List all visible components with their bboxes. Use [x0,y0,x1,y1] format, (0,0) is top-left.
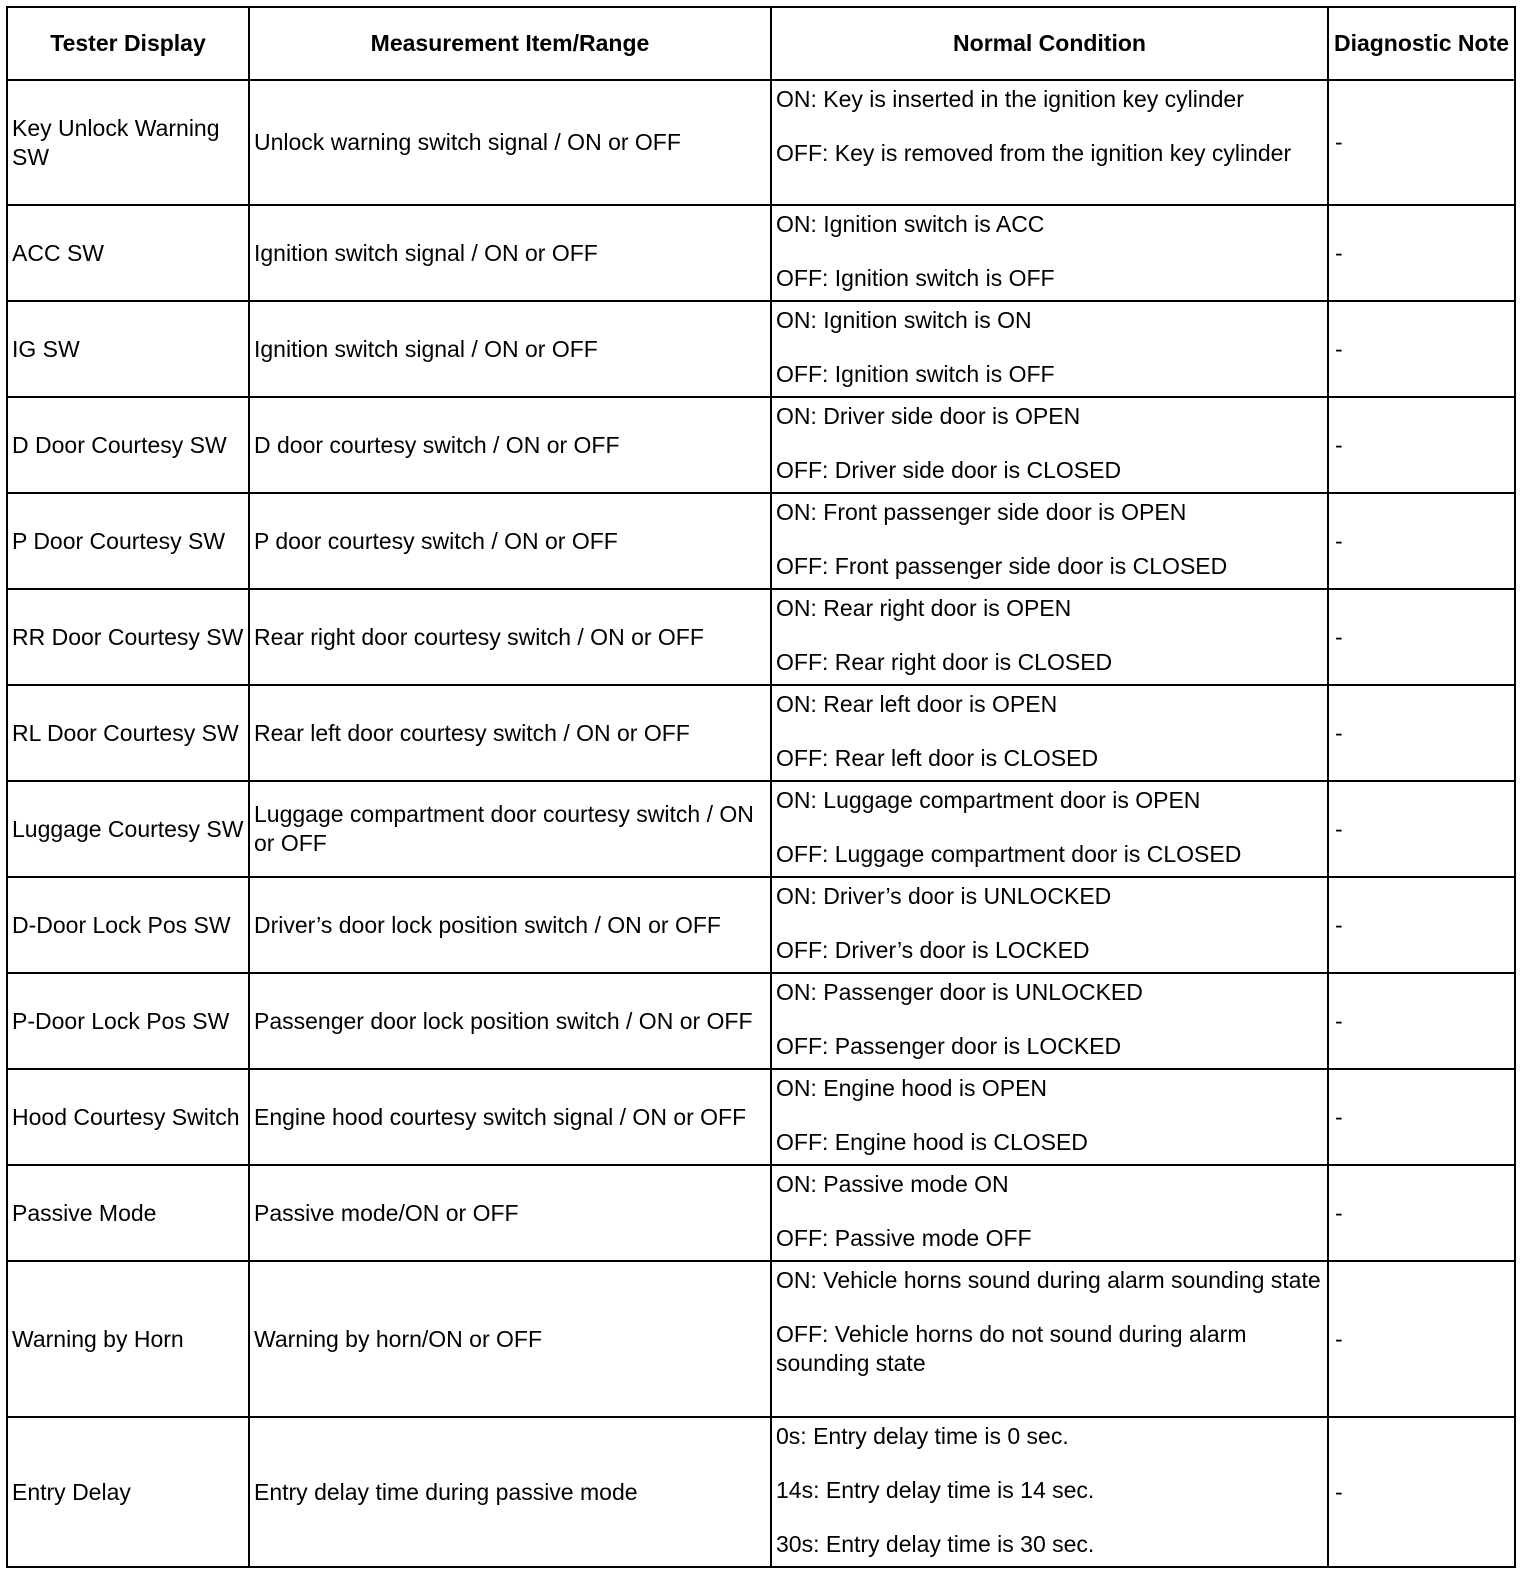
measurement-cell: Luggage compartment door courtesy switch / ON or OFF [249,781,771,877]
condition-line: ON: Rear right door is OPEN [776,595,1072,621]
table-row [7,205,1515,301]
diagnostic-note-cell: - [1328,1261,1515,1417]
tester-display-cell: D Door Courtesy SW [7,397,249,493]
table-row [7,493,1515,589]
normal-condition-cell [771,301,1328,397]
table-row [7,781,1515,877]
condition-line: ON: Engine hood is OPEN [776,1075,1048,1101]
header-measurement-item: Measurement Item/Range [249,7,771,80]
condition-line: OFF: Ignition switch is OFF [776,265,1055,291]
diagnostic-note-cell: - [1328,973,1515,1069]
normal-condition-cell [771,493,1328,589]
table-row [7,685,1515,781]
header-normal-condition: Normal Condition [771,7,1328,80]
condition-line: OFF: Driver’s door is LOCKED [776,937,1090,963]
normal-condition-cell [771,80,1328,205]
table-row [7,589,1515,685]
measurement-cell: Rear right door courtesy switch / ON or OFF [249,589,771,685]
condition-line: OFF: Luggage compartment door is CLOSED [776,841,1242,867]
measurement-cell: Warning by horn/ON or OFF [249,1261,771,1417]
table-row [7,877,1515,973]
diagnostic-note-cell: - [1328,685,1515,781]
table-row [7,301,1515,397]
header-diagnostic-note: Diagnostic Note [1328,7,1515,80]
condition-line: ON: Passenger door is UNLOCKED [776,979,1143,1005]
table-row [7,973,1515,1069]
condition-line: OFF: Rear right door is CLOSED [776,649,1113,675]
condition-line: 30s: Entry delay time is 30 sec. [776,1531,1095,1557]
tester-display-cell: Key Unlock Warning SW [7,80,249,205]
table-row [7,1069,1515,1165]
header-row [7,7,1515,80]
tester-display-cell: Hood Courtesy Switch [7,1069,249,1165]
tester-display-cell: Passive Mode [7,1165,249,1261]
diagnostic-note-cell: - [1328,493,1515,589]
condition-line: ON: Vehicle horns sound during alarm sounding state [776,1267,1321,1293]
table-row [7,1417,1515,1567]
normal-condition-cell [771,589,1328,685]
normal-condition-cell [771,1165,1328,1261]
diagnostic-note-cell: - [1328,205,1515,301]
measurement-cell: Passenger door lock position switch / ON or OFF [249,973,771,1069]
condition-line: ON: Luggage compartment door is OPEN [776,787,1201,813]
condition-line: ON: Driver side door is OPEN [776,403,1081,429]
normal-condition-cell [771,973,1328,1069]
condition-line: 0s: Entry delay time is 0 sec. [776,1423,1069,1449]
table-row [7,1165,1515,1261]
normal-condition-cell [771,205,1328,301]
condition-line: OFF: Engine hood is CLOSED [776,1129,1088,1155]
normal-condition-cell [771,877,1328,973]
condition-line: OFF: Driver side door is CLOSED [776,457,1122,483]
tester-display-cell: D-Door Lock Pos SW [7,877,249,973]
diagnostic-note-cell: - [1328,589,1515,685]
condition-line: ON: Driver’s door is UNLOCKED [776,883,1112,909]
condition-line: ON: Ignition switch is ACC [776,211,1045,237]
measurement-cell: Driver’s door lock position switch / ON or OFF [249,877,771,973]
diagnostic-note-cell: - [1328,877,1515,973]
diagnostic-note-cell: - [1328,301,1515,397]
tester-display-cell: P Door Courtesy SW [7,493,249,589]
normal-condition-cell [771,397,1328,493]
condition-line: ON: Front passenger side door is OPEN [776,499,1187,525]
condition-line: ON: Rear left door is OPEN [776,691,1058,717]
condition-line: OFF: Front passenger side door is CLOSED [776,553,1228,579]
measurement-cell: Unlock warning switch signal / ON or OFF [249,80,771,205]
normal-condition-cell [771,1417,1328,1567]
condition-line: OFF: Vehicle horns do not sound during alarm sounding state [776,1321,1247,1376]
condition-line: 14s: Entry delay time is 14 sec. [776,1477,1095,1503]
normal-condition-cell [771,1261,1328,1417]
measurement-cell: Ignition switch signal / ON or OFF [249,301,771,397]
table-row [7,1261,1515,1417]
measurement-cell: Rear left door courtesy switch / ON or OFF [249,685,771,781]
condition-line: OFF: Rear left door is CLOSED [776,745,1099,771]
diagnostic-note-cell: - [1328,1069,1515,1165]
measurement-cell: P door courtesy switch / ON or OFF [249,493,771,589]
diagnostic-note-cell: - [1328,1417,1515,1567]
table-body [7,80,1515,1567]
diagnostic-note-cell: - [1328,781,1515,877]
data-list-table-container [6,6,1516,1568]
measurement-cell: Entry delay time during passive mode [249,1417,771,1567]
table-row [7,397,1515,493]
condition-line: ON: Passive mode ON [776,1171,1009,1197]
tester-display-cell: ACC SW [7,205,249,301]
condition-line: ON: Key is inserted in the ignition key cylinder [776,86,1244,112]
diagnostic-note-cell: - [1328,1165,1515,1261]
measurement-cell: D door courtesy switch / ON or OFF [249,397,771,493]
table-row [7,80,1515,205]
tester-display-cell: RR Door Courtesy SW [7,589,249,685]
tester-display-cell: P-Door Lock Pos SW [7,973,249,1069]
condition-line: OFF: Key is removed from the ignition key cylinder [776,140,1292,166]
normal-condition-cell [771,685,1328,781]
data-list-table [6,6,1516,1568]
diagnostic-note-cell: - [1328,80,1515,205]
measurement-cell: Passive mode/ON or OFF [249,1165,771,1261]
condition-line: OFF: Passenger door is LOCKED [776,1033,1122,1059]
diagnostic-note-cell: - [1328,397,1515,493]
condition-line: OFF: Passive mode OFF [776,1225,1032,1251]
condition-line: ON: Ignition switch is ON [776,307,1032,333]
tester-display-cell: RL Door Courtesy SW [7,685,249,781]
tester-display-cell: IG SW [7,301,249,397]
header-tester-display: Tester Display [7,7,249,80]
normal-condition-cell [771,1069,1328,1165]
normal-condition-cell [771,781,1328,877]
tester-display-cell: Warning by Horn [7,1261,249,1417]
tester-display-cell: Luggage Courtesy SW [7,781,249,877]
condition-line: OFF: Ignition switch is OFF [776,361,1055,387]
measurement-cell: Ignition switch signal / ON or OFF [249,205,771,301]
tester-display-cell: Entry Delay [7,1417,249,1567]
measurement-cell: Engine hood courtesy switch signal / ON or OFF [249,1069,771,1165]
